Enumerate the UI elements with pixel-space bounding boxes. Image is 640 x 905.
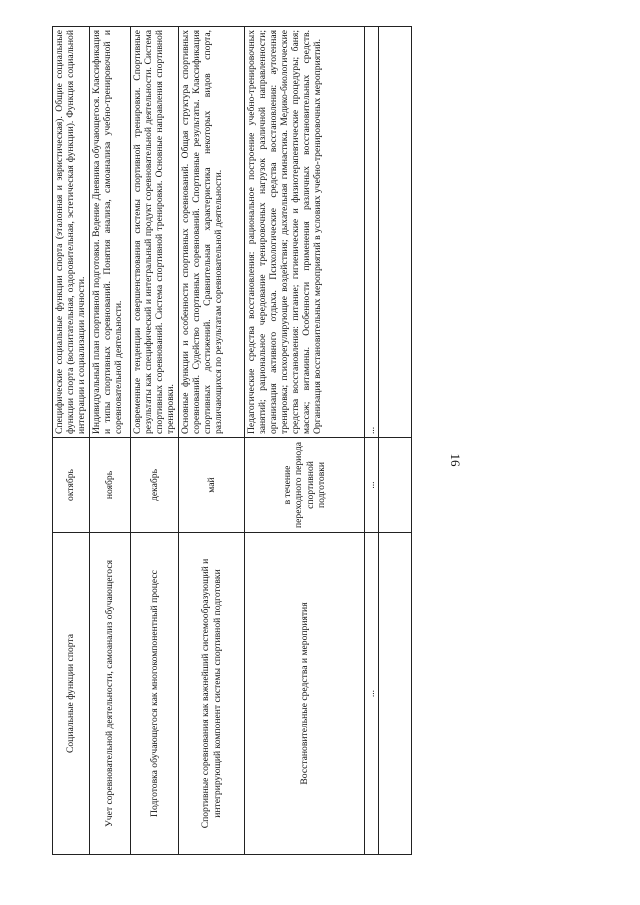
content-cell: ... (365, 27, 379, 438)
date-cell: декабрь (131, 438, 179, 533)
content-cell: Педагогические средства восстановления: рациональное построение учебно-тренировочных занятий; рациональное чередование тренировочных нагрузок различной направленности; организация активного отдыха. Психологические средства восстановления: аутогенная тренировка; психорегулирующие воздействия; дыхательная гимнастика. Медико-биологические средства восстановления: питание; гигиенические и физиотерапевтические процедуры; баня; массаж; витамины. Особенности применения различных восстановительных средств. Организация восстановительных мероприятий в условиях учебно-тренировочных мероприятий. (245, 27, 365, 438)
content-cell: Специфические социальные функции спорта (эталонная и эвристическая). Общие социальные функции спорта (воспитательная, оздоровительная, эстетическая функции). Функция социальной интеграции и социализации личности. (53, 27, 90, 438)
date-cell: ноябрь (90, 438, 131, 533)
date-cell: май (179, 438, 245, 533)
content-cell: Индивидуальный план спортивной подготовки. Ведение Дневника обучающегося. Классификация и типы спортивных соревнований. Понятия анализа, самоанализа учебно-тренировочной и соревновательной деятельности. (90, 27, 131, 438)
table-row (90, 27, 131, 855)
content-cell: Основные функции и особенности спортивных соревнований. Общая структура спортивных соревнований. Судейство спортивных соревнований. Спортивные результаты. Классификация спортивных достижений. Сравнительная характеристика некоторых видов спорта, различающихся по результатам соревновательной деятельности. (179, 27, 245, 438)
topic-cell: Подготовка обучающегося как многокомпонентный процесс (131, 533, 179, 855)
table-row (245, 27, 365, 855)
topic-cell: Восстановительные средства и мероприятия (245, 533, 365, 855)
program-table (52, 26, 412, 855)
page-number: 16 (448, 453, 463, 467)
table-row (179, 27, 245, 855)
topic-cell: ... (365, 533, 379, 855)
empty-cell (379, 27, 412, 438)
date-cell: октябрь (53, 438, 90, 533)
topic-cell: Учет соревновательной деятельности, самоанализ обучающегося (90, 533, 131, 855)
table-row-empty (379, 27, 412, 855)
empty-cell (379, 438, 412, 533)
table-row (53, 27, 90, 855)
content-cell: Современные тенденции совершенствования системы спортивной тренировки. Спортивные результаты как специфический и интегральный продукт соревновательной деятельности. Система спортивных соревнований. Система спортивной тренировки. Основные направления спортивной тренировки. (131, 27, 179, 438)
empty-cell (379, 533, 412, 855)
table-row (131, 27, 179, 855)
date-cell: ... (365, 438, 379, 533)
date-cell: в течение переходного периода спортивной подготовки (245, 438, 365, 533)
program-table-container (52, 27, 407, 855)
topic-cell: Социальные функции спорта (53, 533, 90, 855)
topic-cell: Спортивные соревнования как важнейший системообразующий и интегрирующий компонент системы спортивной подготовки (179, 533, 245, 855)
table-row (365, 27, 379, 855)
